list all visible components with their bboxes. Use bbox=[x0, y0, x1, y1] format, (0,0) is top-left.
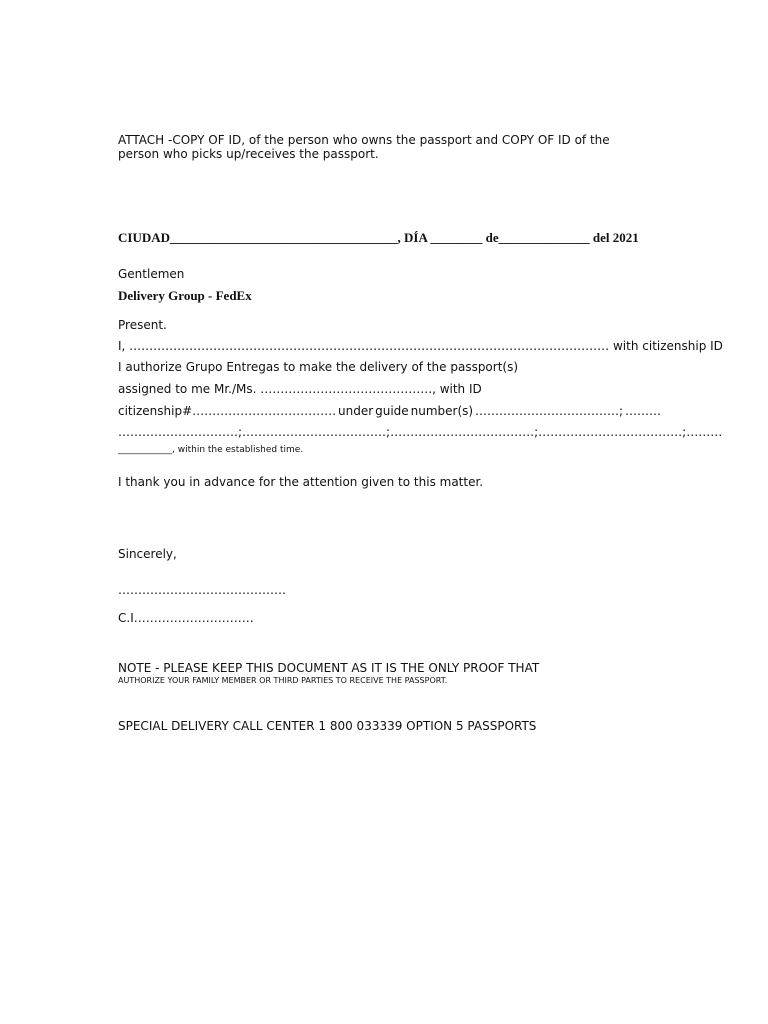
note-line-1: NOTE - PLEASE KEEP THIS DOCUMENT AS IT IS THE ONLY PROOF THAT bbox=[118, 661, 540, 675]
body-line-1: I, ………………………………………………………………………………………………………… with citizenship ID bbox=[118, 339, 723, 353]
city-date-line: CIUDAD___________________________________, DÍA ________ de______________ del 2021 bbox=[118, 230, 639, 245]
body-line-2: I authorize Grupo Entregas to make the delivery of the passport(s) bbox=[118, 360, 519, 374]
body-line-4 bbox=[118, 404, 661, 418]
body-word: number(s) bbox=[410, 404, 474, 418]
addressee: Delivery Group - FedEx bbox=[118, 288, 252, 303]
body-word: guide bbox=[375, 404, 409, 418]
body-word: citizenship#……………………………… bbox=[118, 404, 337, 418]
note-line-2: AUTHORIZE YOUR FAMILY MEMBER OR THIRD PARTIES TO RECEIVE THE PASSPORT. bbox=[118, 676, 448, 685]
ci-line: C.I………………………… bbox=[118, 611, 254, 625]
body-line-6: ____________, within the established time. bbox=[118, 445, 304, 455]
body-word: …………………………; bbox=[118, 425, 243, 439]
body-line-3: assigned to me Mr./Ms. ……………………………………., with ID bbox=[118, 382, 482, 396]
body-word: ……… bbox=[624, 404, 661, 418]
thanks-line: I thank you in advance for the attention given to this matter. bbox=[118, 475, 484, 489]
body-word: ………………………………; bbox=[242, 425, 391, 439]
salutation: Gentlemen bbox=[118, 267, 185, 281]
attach-line-2: person who picks up/receives the passport. bbox=[118, 147, 379, 161]
attach-line-1: ATTACH -COPY OF ID, of the person who owns the passport and COPY OF ID of the bbox=[118, 133, 610, 147]
signature-line: …………………………………… bbox=[118, 583, 286, 597]
call-center-line: SPECIAL DELIVERY CALL CENTER 1 800 033339 OPTION 5 PASSPORTS bbox=[118, 719, 537, 733]
body-word: ………………………………; bbox=[474, 404, 624, 418]
body-word: ………………………………; bbox=[390, 425, 539, 439]
body-word: ……… bbox=[686, 425, 723, 439]
body-word: under bbox=[338, 404, 374, 418]
body-word: ………………………………; bbox=[538, 425, 687, 439]
present-label: Present. bbox=[118, 318, 167, 332]
body-line-5 bbox=[118, 425, 723, 439]
closing: Sincerely, bbox=[118, 547, 177, 561]
